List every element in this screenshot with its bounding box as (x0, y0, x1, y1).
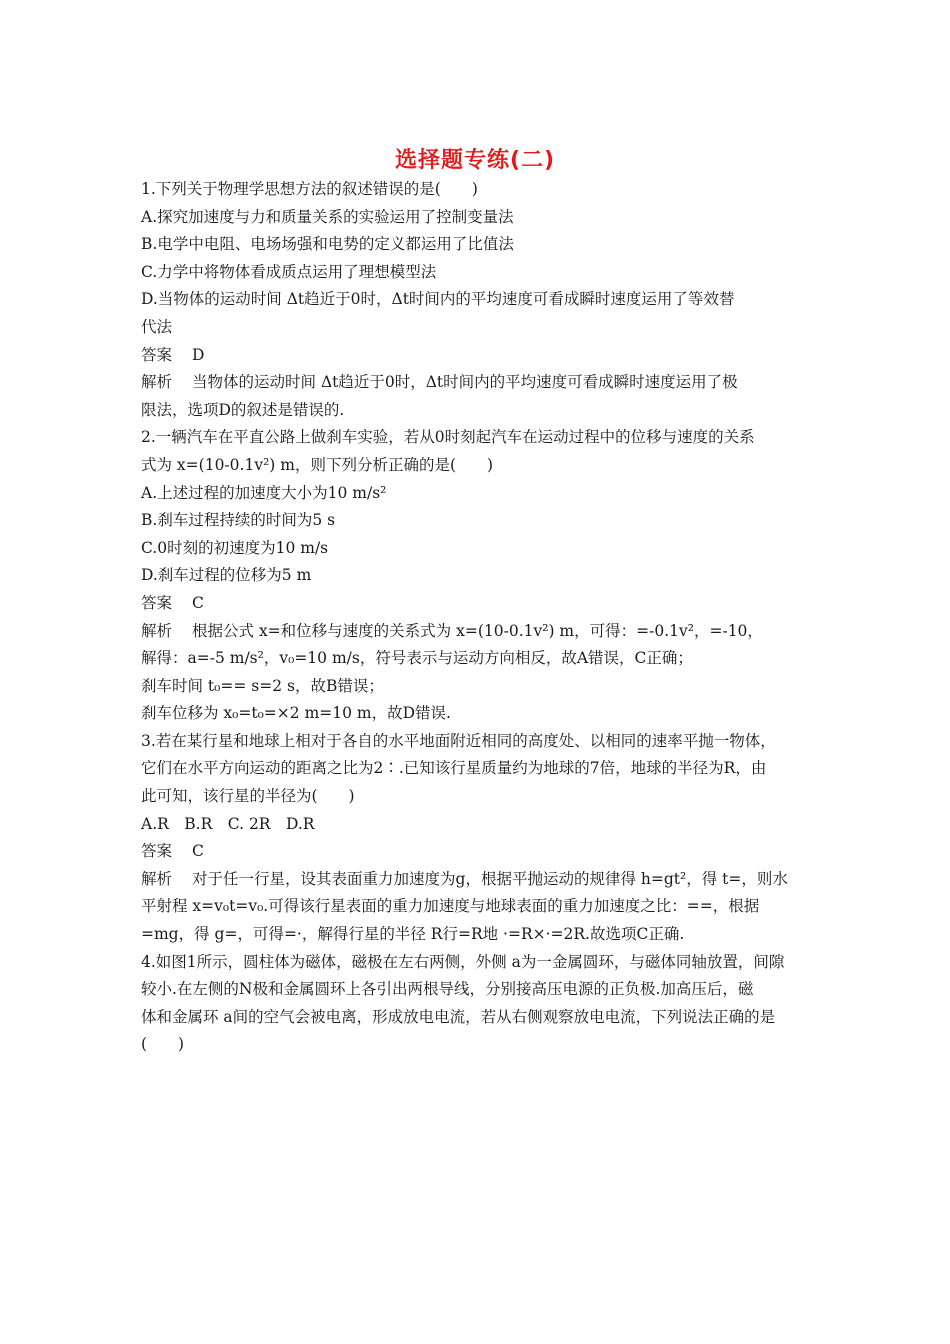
text-line (141, 507, 813, 535)
line-text: B.电学中电阻、电场场强和电势的定义都运用了比值法 (141, 235, 514, 254)
text-line (141, 673, 813, 701)
line-text: C.0时刻的初速度为10 m/s (141, 538, 329, 557)
line-text: 4.如图1所示，圆柱体为磁体，磁极在左右两侧，外侧 a为一金属圆环，与磁体同轴放置，间隙 (141, 952, 785, 971)
line-text: 限法，选项D的叙述是错误的. (141, 400, 345, 419)
line-text: 对于任一行星，设其表面重力加速度为g，根据平抛运动的规律得 h=gt²，得 t=，则水 (192, 869, 788, 888)
text-line (141, 728, 813, 756)
analysis-label: 解析 (141, 621, 173, 640)
line-text: D (192, 345, 205, 364)
text-line (141, 286, 813, 314)
text-line (141, 949, 813, 977)
text-line (141, 645, 813, 673)
text-line (141, 314, 813, 342)
text-line (141, 811, 813, 839)
line-text: D.当物体的运动时间 Δt趋近于0时，Δt时间内的平均速度可看成瞬时速度运用了等效替 (141, 290, 735, 309)
line-text: 刹车时间 t₀== s=2 s，故B错误； (141, 676, 384, 695)
line-text: 代法 (141, 317, 173, 336)
page-title: 选择题专练(二) (394, 148, 556, 173)
line-text: D.刹车过程的位移为5 m (141, 566, 312, 585)
analysis-line (141, 866, 813, 894)
text-line (141, 783, 813, 811)
line-text: 体和金属环 a间的空气会被电离，形成放电电流，若从右侧观察放电电流，下列说法正确的是 (141, 1007, 776, 1026)
text-line (141, 480, 813, 508)
line-text: B.刹车过程持续的时间为5 s (141, 511, 336, 530)
text-line (141, 231, 813, 259)
answer-line (141, 838, 813, 866)
text-line (141, 700, 813, 728)
text-line (141, 424, 813, 452)
text-line (141, 535, 813, 563)
text-line (141, 204, 813, 232)
line-text: 2.一辆汽车在平直公路上做刹车实验，若从0时刻起汽车在运动过程中的位移与速度的关系 (141, 428, 755, 447)
text-line (141, 452, 813, 480)
line-text: 解得：a=-5 m/s²，v₀=10 m/s，符号表示与运动方向相反，故A错误，C正确； (141, 649, 693, 668)
text-line (141, 259, 813, 287)
line-text: C (192, 593, 204, 612)
analysis-line (141, 369, 813, 397)
answer-label: 答案 (141, 345, 173, 364)
line-text: C (192, 842, 204, 861)
line-text: ( ) (141, 1035, 185, 1054)
text-line (141, 562, 813, 590)
analysis-label: 解析 (141, 869, 173, 888)
line-text: 根据公式 x=和位移与速度的关系式为 x=(10-0.1v²) m，可得：=-0.1v²，=-10， (192, 621, 763, 640)
line-text: 较小.在左侧的N极和金属圆环上各引出两根导线，分别接高压电源的正负极.加高压后，磁 (141, 980, 754, 999)
answer-line (141, 590, 813, 618)
answer-label: 答案 (141, 593, 173, 612)
line-text: 当物体的运动时间 Δt趋近于0时，Δt时间内的平均速度可看成瞬时速度运用了极 (192, 373, 738, 392)
line-text: 此可知，该行星的半径为( ) (141, 787, 355, 806)
line-text: A.R B.R C. 2R D.R (141, 814, 315, 833)
line-text: 平射程 x=v₀t=v₀.可得该行星表面的重力加速度与地球表面的重力加速度之比：==，根据 (141, 897, 760, 916)
text-line (141, 176, 813, 204)
line-text: 1.下列关于物理学思想方法的叙述错误的是( ) (141, 180, 478, 198)
line-text: 它们在水平方向运动的距离之比为2∶.已知该行星质量约为地球的7倍，地球的半径为R，由 (141, 759, 767, 778)
question-body (141, 176, 813, 1059)
line-text: =mg，得 g=，可得=·，解得行星的半径 R行=R地 ·=R×·=2R.故选项C正确. (141, 925, 685, 944)
text-line (141, 893, 813, 921)
line-text: 3.若在某行星和地球上相对于各自的水平地面附近相同的高度处、以相同的速率平抛一物体， (141, 731, 776, 750)
text-line (141, 755, 813, 783)
answer-label: 答案 (141, 842, 173, 861)
line-text: 刹车位移为 x₀=t₀=×2 m=10 m，故D错误. (141, 704, 451, 723)
answer-line (141, 342, 813, 370)
text-line (141, 1004, 813, 1032)
analysis-label: 解析 (141, 373, 173, 392)
line-text: 式为 x=(10-0.1v²) m，则下列分析正确的是( ) (141, 455, 494, 474)
text-line (141, 397, 813, 425)
line-text: A.探究加速度与力和质量关系的实验运用了控制变量法 (141, 207, 514, 226)
text-line (141, 976, 813, 1004)
line-text: A.上述过程的加速度大小为10 m/s² (141, 483, 387, 502)
text-line (141, 921, 813, 949)
text-line (141, 1031, 813, 1059)
analysis-line (141, 618, 813, 646)
line-text: C.力学中将物体看成质点运用了理想模型法 (141, 262, 437, 281)
